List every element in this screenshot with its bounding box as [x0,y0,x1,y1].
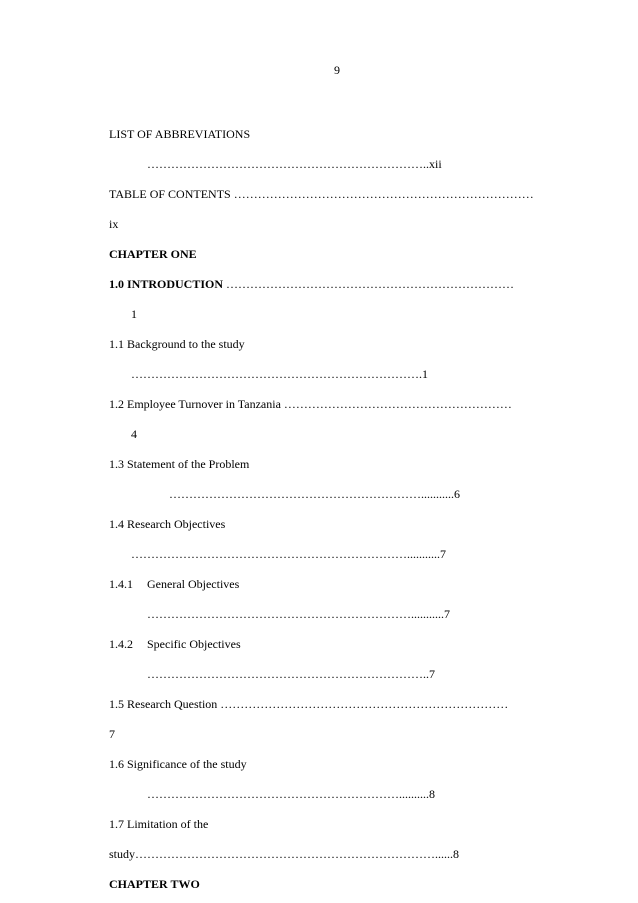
toc-leader-abbreviations: ……………………………………………………………..xii [147,157,442,171]
toc-number-1-4-1: 1.4.1 [109,577,133,591]
toc-entry-1-4: 1.4 Research Objectives [109,517,226,531]
toc-entry-1-4-1 [109,576,239,592]
toc-entry-1-5: 1.5 Research Question ……………………………………………………………… [109,697,509,711]
toc-entry-introduction [109,276,514,292]
chapter-one-heading: CHAPTER ONE [109,247,197,261]
toc-entry-1-6: 1.6 Significance of the study [109,757,247,771]
chapter-two-heading: CHAPTER TWO [109,877,200,891]
toc-entry-1-2: 1.2 Employee Turnover in Tanzania ………………………………………………… [109,397,512,411]
toc-leader-1-4-2: ……………………………………………………………..7 [147,667,435,681]
toc-entry-1-4-2 [109,636,241,652]
toc-leader-1-7: study…………………………………………………………………......8 [109,847,460,861]
toc-leader-1-3: ………………………………………………………...........6 [169,487,460,501]
toc-entry-1-7: 1.7 Limitation of the [109,817,209,831]
intro-leader: ……………………………………………………………… [226,277,515,291]
toc-leader-1-6: ………………………………………………………..........8 [147,787,435,801]
toc-entry-table-of-contents: TABLE OF CONTENTS ………………………………………………………………… [109,187,534,201]
toc-page-1-5: 7 [109,727,115,741]
toc-page-1-2: 4 [131,427,137,441]
toc-entry-1-3: 1.3 Statement of the Problem [109,457,250,471]
toc-entry-abbreviations: LIST OF ABBREVIATIONS [109,127,251,141]
toc-page-introduction: 1 [131,307,137,321]
toc-leader-1-4-1: …………………………………………………………...........7 [147,607,450,621]
toc-entry-1-1: 1.1 Background to the study [109,337,245,351]
toc-title-1-4-2: Specific Objectives [147,637,241,651]
toc-leader-1-1: ……………………………………………………………….1 [131,367,428,381]
page-number: 9 [334,63,340,77]
toc-leader-1-4: ……………………………………………………………...........7 [131,547,446,561]
intro-label: 1.0 INTRODUCTION [109,277,224,291]
toc-number-1-4-2: 1.4.2 [109,637,133,651]
toc-title-1-4-1: General Objectives [147,577,240,591]
toc-page-table-of-contents: ix [109,217,119,231]
